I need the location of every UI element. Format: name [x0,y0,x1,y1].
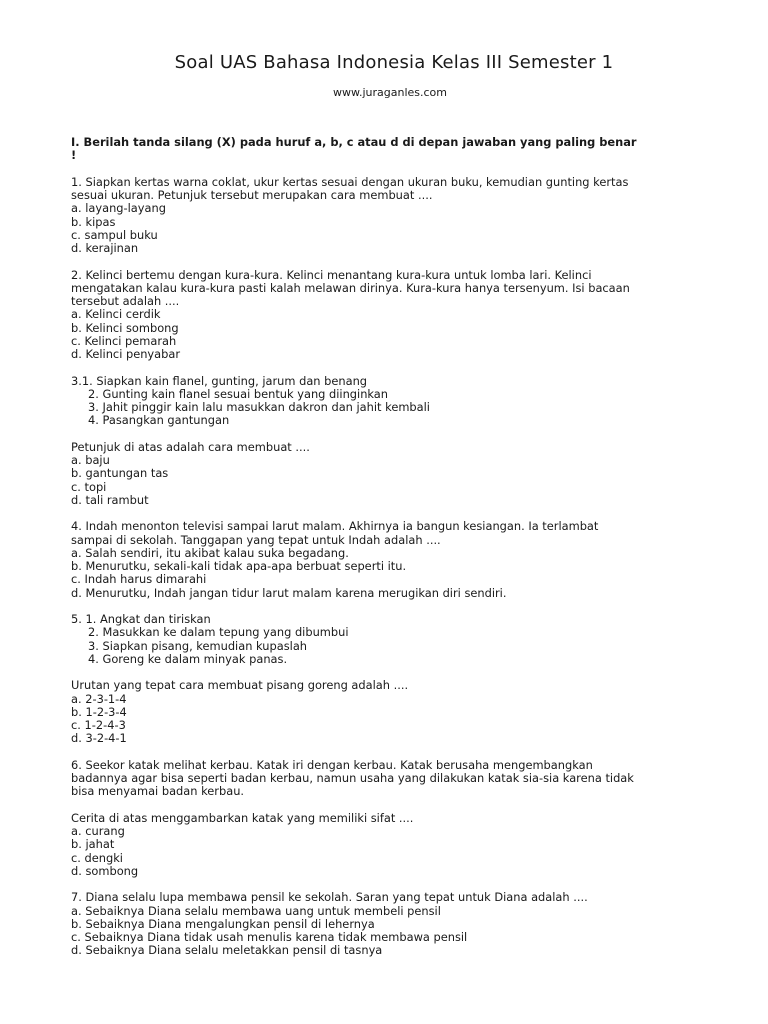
answer-option-a: a. 2-3-1-4 [71,691,127,706]
question-text: sampai di sekolah. Tanggapan yang tepat untuk Indah adalah .... [71,532,441,547]
question-text: Urutan yang tepat cara membuat pisang goreng adalah .... [71,678,409,693]
question-3-steps [71,375,701,428]
answer-option-b: b. Menurutku, sekali-kali tidak apa-apa berbuat seperti itu. [71,559,407,573]
answer-option-b: b. gantungan tas [71,466,169,481]
question-text: tersebut adalah .... [71,294,180,308]
answer-option-a: a. curang [71,824,125,838]
section-instruction [71,136,701,163]
step-item: 4. Pasangkan gantungan [88,413,230,428]
answer-option-d: d. 3-2-4-1 [71,731,127,746]
question-3-options [71,441,701,507]
question-7 [71,891,701,957]
answer-option-c: c. Kelinci pemarah [71,333,177,348]
question-text: Petunjuk di atas adalah cara membuat .... [71,439,310,454]
answer-option-a: a. Kelinci cerdik [71,307,161,322]
answer-option-d: d. Sebaiknya Diana selalu meletakkan pensil di tasnya [71,943,383,958]
answer-option-d: d. kerajinan [71,241,139,255]
question-text: 4. Indah menonton televisi sampai larut malam. Akhirnya ia bangun kesiangan. Ia terlambat [71,519,599,534]
question-text: 2. Kelinci bertemu dengan kura-kura. Kelinci menantang kura-kura untuk lomba lari. Kelinci [71,267,592,282]
question-text: 1. Siapkan kertas warna coklat, ukur kertas sesuai dengan ukuran buku, kemudian gunting kertas [71,174,629,189]
question-2 [71,269,701,362]
answer-option-a: a. baju [71,453,110,467]
question-text: 7. Diana selalu lupa membawa pensil ke sekolah. Saran yang tepat untuk Diana adalah .... [71,890,588,905]
answer-option-c: c. dengki [71,850,123,865]
answer-option-a: a. layang-layang [71,201,166,216]
answer-option-b: b. kipas [71,214,116,229]
answer-option-d: d. sombong [71,863,139,878]
answer-option-d: d. Kelinci penyabar [71,347,181,361]
answer-option-c: c. Indah harus dimarahi [71,572,207,587]
step-item: 2. Masukkan ke dalam tepung yang dibumbui [88,625,349,640]
step-item: 3. Jahit pinggir kain lalu masukkan dakron dan jahit kembali [88,400,430,414]
website-url: www.juraganles.com [332,86,447,99]
answer-option-d: d. tali rambut [71,492,149,507]
question-text: mengatakan kalau kura-kura pasti kalah melawan dirinya. Kura-kura hanya tersenyum. Isi bacaan [71,280,630,295]
question-text: Cerita di atas menggambarkan katak yang memiliki sifat .... [71,810,414,825]
step-item: 2. Gunting kain flanel sesuai bentuk yang diinginkan [88,386,389,401]
answer-option-a: a. Salah sendiri, itu akibat kalau suka begadang. [71,545,349,560]
answer-option-b: b. Kelinci sombong [71,320,179,335]
answer-option-c: c. sampul buku [71,227,158,242]
answer-option-c: c. Sebaiknya Diana tidak usah menulis karena tidak membawa pensil [71,930,468,944]
page-title: Soal UAS Bahasa Indonesia Kelas III Semester 1 [174,52,614,73]
instruction-line: I. Berilah tanda silang (X) pada huruf a, b, c atau d di depan jawaban yang paling benar [71,135,637,149]
question-6-options [71,812,701,878]
question-5-steps [71,613,701,666]
step-item: 5. 1. Angkat dan tiriskan [71,612,211,626]
question-text: sesuai ukuran. Petunjuk tersebut merupakan cara membuat .... [71,188,433,202]
answer-option-b: b. 1-2-3-4 [71,704,127,719]
answer-option-d: d. Menurutku, Indah jangan tidur larut malam karena merugikan diri sendiri. [71,585,507,600]
step-item: 4. Goreng ke dalam minyak panas. [88,651,288,666]
answer-option-b: b. jahat [71,837,115,852]
step-item: 3.1. Siapkan kain flanel, gunting, jarum dan benang [71,373,368,388]
answer-option-a: a. Sebaiknya Diana selalu membawa uang untuk membeli pensil [71,903,441,918]
question-5-options [71,679,701,745]
question-1 [71,176,701,256]
step-item: 3. Siapkan pisang, kemudian kupaslah [88,638,308,653]
answer-option-c: c. topi [71,479,107,494]
question-text: bisa menyamai badan kerbau. [71,784,245,799]
instruction-line: ! [71,148,77,163]
question-6-story [71,759,701,799]
document-body [71,136,701,971]
question-text: 6. Seekor katak melihat kerbau. Katak iri dengan kerbau. Katak berusaha mengembangkan [71,757,593,772]
question-4 [71,520,701,600]
answer-option-b: b. Sebaiknya Diana mengalungkan pensil di lehernya [71,916,375,931]
answer-option-c: c. 1-2-4-3 [71,718,126,732]
question-text: badannya agar bisa seperti badan kerbau, namun usaha yang dilakukan katak sia-sia karena tidak [71,771,634,785]
